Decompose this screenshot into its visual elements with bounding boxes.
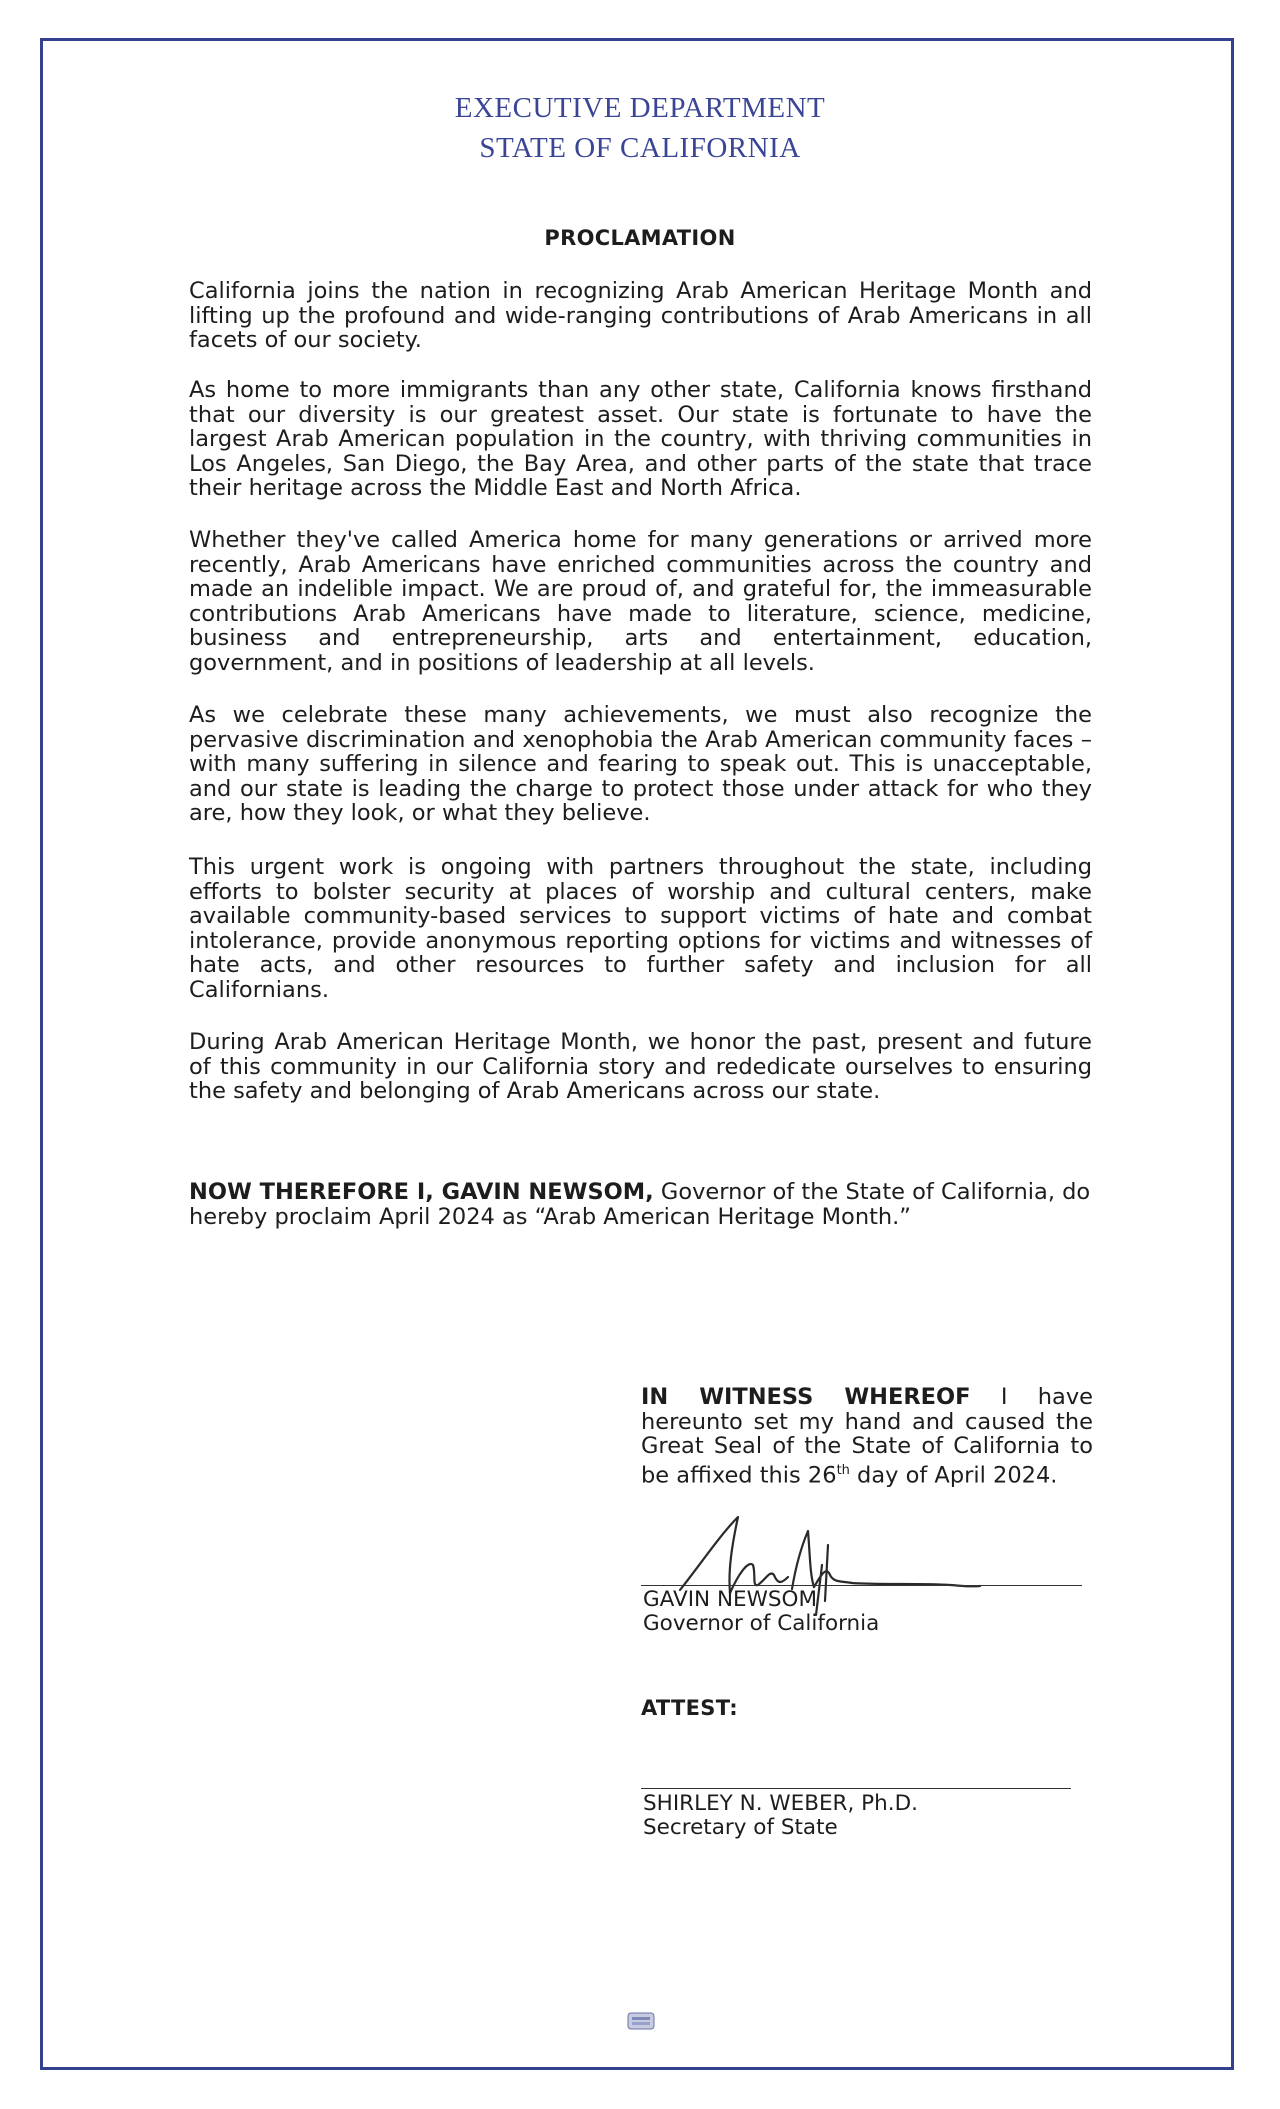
day-suffix: th [836, 1462, 850, 1478]
paragraph-5: This urgent work is ongoing with partners throughout the state, including efforts to bolster security at places of worship and cultural centers, make available community-based services to support victims of hate and combat intolerance, provide anonymous reporting options for victims and witnesses of hate acts, and other resources to further safety and inclusion for all Californians. [189, 854, 1092, 1003]
witness-date: day of April 2024. [849, 1462, 1058, 1489]
proclamation-text: Governor of the State of California, do hereby proclaim April 2024 as “Arab American Heritage Month.” [189, 1179, 1091, 1230]
paragraph-4: As we celebrate these many achievements, we must also recognize the pervasive discrimination and xenophobia the Arab American community faces – with many suffering in silence and fearing to speak out. This is unacceptable, and our state is leading the charge to protect those under attack for who they are, how they look, or what they believe. [189, 702, 1092, 827]
attest-label: ATTEST: [641, 1696, 738, 1720]
secretary-signature-line [641, 1788, 1071, 1789]
witness-text: I have hereunto set my hand and caused the Great Seal of the State of California to be affixed this 26 [641, 1384, 1093, 1489]
proclamation-statement [189, 1180, 1092, 1229]
secretary-name: SHIRLEY N. WEBER, Ph.D. [643, 1791, 918, 1816]
proclamation-lead: NOW THEREFORE I, GAVIN NEWSOM, [189, 1179, 654, 1205]
governor-name: GAVIN NEWSOM [643, 1587, 818, 1612]
governor-title: Governor of California [643, 1611, 880, 1636]
department-heading: EXECUTIVE DEPARTMENT [454, 92, 826, 124]
governor-signature-line [641, 1585, 1082, 1586]
paragraph-1: California joins the nation in recognizing Arab American Heritage Month and lifting up the profound and wide-ranging contributions of Arab Americans in all facets of our society. [189, 278, 1092, 354]
paragraph-2: As home to more immigrants than any other state, California knows firsthand that our diversity is our greatest asset. Our state is fortunate to have the largest Arab American population in the country, with thriving communities in Los Angeles, San Diego, the Bay Area, and other parts of the state that trace their heritage across the Middle East and North Africa. [189, 377, 1092, 502]
state-heading: STATE OF CALIFORNIA [479, 132, 801, 164]
witness-lead: IN WITNESS WHEREOF [641, 1384, 971, 1410]
proclamation-title: PROCLAMATION [544, 226, 736, 250]
seal-emblem-icon [626, 2010, 656, 2032]
paragraph-3: Whether they've called America home for many generations or arrived more recently, Arab Americans have enriched communities across the country and made an indelible impact. We are proud of, and grateful for, the immeasurable contributions Arab Americans have made to literature, science, medicine, business and entrepreneurship, arts and entertainment, education, government, and in positions of leadership at all levels. [189, 527, 1092, 676]
witness-statement [641, 1385, 1093, 1488]
paragraph-6: During Arab American Heritage Month, we honor the past, present and future of this community in our California story and rededicate ourselves to ensuring the safety and belonging of Arab Americans across our state. [189, 1029, 1092, 1105]
secretary-title: Secretary of State [643, 1815, 838, 1840]
